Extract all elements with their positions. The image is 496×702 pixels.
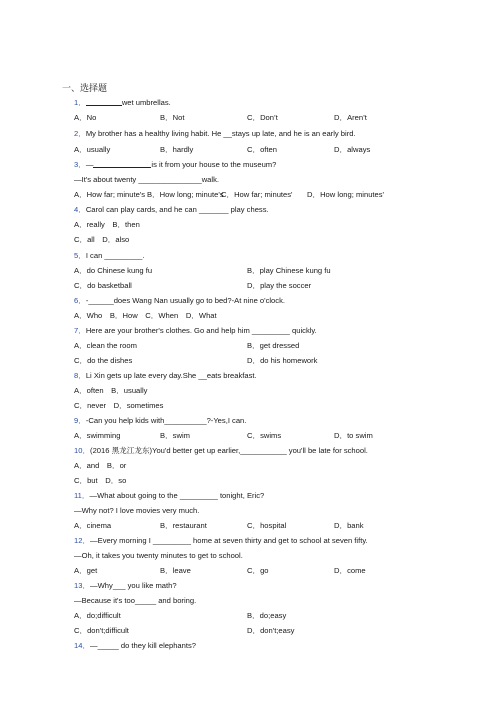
option-b[interactable]: B．restaurant <box>160 521 207 530</box>
question-text: Here are your brother's clothes. Go and help him _________ quickly. <box>85 326 317 335</box>
option-a[interactable]: A．cinema <box>74 521 112 530</box>
answer-blank[interactable] <box>93 158 151 168</box>
question-prefix: — <box>85 160 94 169</box>
options-group-cd[interactable]: C．but D．so <box>74 476 127 485</box>
question-text: My brother has a healthy living habit. He __stays up late, and he is an early bird. <box>85 129 356 138</box>
option-d[interactable]: D．Aren’t <box>334 113 367 122</box>
option-d[interactable]: D．bank <box>334 521 364 530</box>
option-b[interactable]: B．play Chinese kung fu <box>247 266 331 275</box>
question-1 <box>74 96 171 110</box>
options-group-ab[interactable]: A．really B．then <box>74 220 140 229</box>
option-b[interactable]: B．Not <box>160 113 185 122</box>
question-text: Carol can play cards, and he can _______ play chess. <box>85 205 269 214</box>
options-group-cd[interactable]: C．never D．sometimes <box>74 401 164 410</box>
option-d[interactable]: D．do his homework <box>247 356 318 365</box>
question-number: 6． <box>74 296 86 305</box>
question-number: 13． <box>74 581 91 590</box>
question-number: 12． <box>74 536 91 545</box>
question-14 <box>74 639 196 653</box>
answer-blank[interactable] <box>86 96 122 106</box>
option-a[interactable]: A．usually <box>74 145 111 154</box>
question-text: —What about going to the _________ tonight, Eric? <box>89 491 265 500</box>
option-a[interactable]: A．clean the room <box>74 341 137 350</box>
options-group-abcd[interactable]: A．Who B．How C．When D．What <box>74 311 217 320</box>
option-c[interactable]: C．often <box>247 145 277 154</box>
options-group-ab[interactable]: A．and B．or <box>74 461 127 470</box>
question-6 <box>74 294 285 308</box>
question-11 <box>74 489 264 503</box>
option-d[interactable]: D．come <box>334 566 366 575</box>
question-number: 1． <box>74 98 86 107</box>
question-number: 7． <box>74 326 86 335</box>
option-a[interactable]: A．How far; minute's <box>74 190 146 199</box>
question-11-response: —Why not? I love movies very much. <box>74 506 200 515</box>
question-text: Li Xin gets up late every day.She __eats breakfast. <box>85 371 257 380</box>
option-a[interactable]: A．No <box>74 113 97 122</box>
options-group-ab[interactable]: A．often B．usually <box>74 386 148 395</box>
option-d[interactable]: D．How long; minutes' <box>307 190 384 199</box>
question-12 <box>74 534 368 548</box>
question-text: —Why___ you like math? <box>90 581 177 590</box>
question-3-response: —It's about twenty _______________walk. <box>74 175 219 184</box>
option-d[interactable]: D．play the soccer <box>247 281 312 290</box>
question-number: 14． <box>74 641 91 650</box>
question-text: —_____ do they kill elephants? <box>90 641 197 650</box>
question-number: 8． <box>74 371 86 380</box>
option-d[interactable]: D．to swim <box>334 431 373 440</box>
question-13-response: —Because it's too_____ and boring. <box>74 596 197 605</box>
question-3 <box>74 158 276 172</box>
question-text: is it from your house to the museum? <box>151 160 277 169</box>
option-c[interactable]: C．do the dishes <box>74 356 133 365</box>
question-10 <box>74 444 368 458</box>
question-number: 10． <box>74 446 91 455</box>
question-text: —Every morning I _________ home at seven thirty and get to school at seven fifty. <box>90 536 368 545</box>
question-number: 2． <box>74 129 86 138</box>
option-c[interactable]: C．do basketball <box>74 281 132 290</box>
option-a[interactable]: A．do;difficult <box>74 611 121 620</box>
option-c[interactable]: C．don't;difficult <box>74 626 129 635</box>
option-c[interactable]: C．hospital <box>247 521 287 530</box>
question-number: 5． <box>74 251 86 260</box>
question-number: 3． <box>74 160 86 169</box>
option-b[interactable]: B．swim <box>160 431 190 440</box>
option-b[interactable]: B．leave <box>160 566 191 575</box>
question-4 <box>74 203 269 217</box>
option-b[interactable]: B．How long; minute's <box>147 190 224 199</box>
question-2 <box>74 127 356 141</box>
option-a[interactable]: A．do Chinese kung fu <box>74 266 153 275</box>
option-c[interactable]: C．go <box>247 566 269 575</box>
question-text: I can _________. <box>85 251 145 260</box>
question-text: wet umbrellas. <box>121 98 171 107</box>
option-d[interactable]: D．don't;easy <box>247 626 295 635</box>
question-number: 11． <box>74 491 90 500</box>
question-9 <box>74 414 246 428</box>
question-13 <box>74 579 177 593</box>
option-c[interactable]: C．Don’t <box>247 113 278 122</box>
option-d[interactable]: D．always <box>334 145 371 154</box>
question-text: (2016 黑龙江龙东)You'd better get up earlier,___________ you'll be late for school. <box>90 446 368 455</box>
question-number: 4． <box>74 205 86 214</box>
option-c[interactable]: C．swims <box>247 431 282 440</box>
question-7 <box>74 324 317 338</box>
question-5 <box>74 249 145 263</box>
option-a[interactable]: A．get <box>74 566 98 575</box>
option-c[interactable]: C．How far; minutes' <box>221 190 293 199</box>
option-a[interactable]: A．swimming <box>74 431 121 440</box>
question-12-response: —Oh, it takes you twenty minutes to get to school. <box>74 551 243 560</box>
option-b[interactable]: B．hardly <box>160 145 194 154</box>
question-8 <box>74 369 257 383</box>
section-title: 一、选择题 <box>62 83 108 93</box>
option-b[interactable]: B．get dressed <box>247 341 300 350</box>
question-text: -Can you help kids with__________?-Yes,I can. <box>85 416 247 425</box>
question-number: 9． <box>74 416 86 425</box>
option-b[interactable]: B．do;easy <box>247 611 287 620</box>
options-group-cd[interactable]: C．all D．also <box>74 235 130 244</box>
question-text: -______does Wang Nan usually go to bed?-At nine o'clock. <box>85 296 285 305</box>
